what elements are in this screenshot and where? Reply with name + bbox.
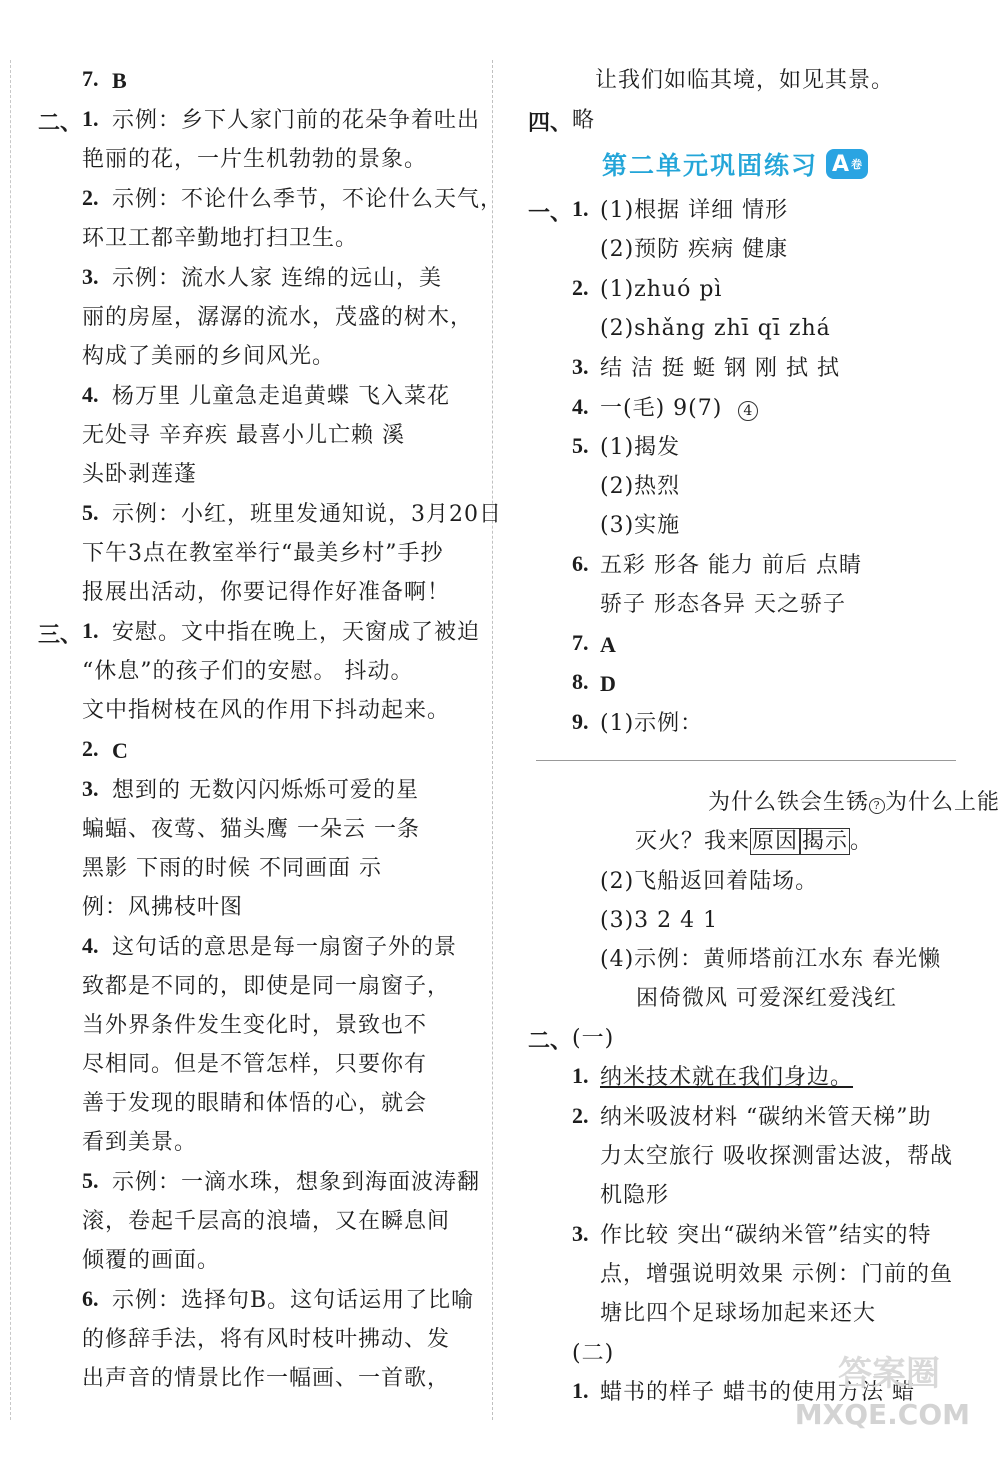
r-p3-line2: 点，增强说明效果 示例：门前的鱼: [600, 1262, 953, 1287]
margin-rule: [10, 60, 11, 1420]
s2-q4-number: 4.: [82, 382, 99, 407]
unit-title-text: 第二单元巩固练习: [602, 151, 819, 180]
s2-q4-line3: 头卧剥莲蓬: [82, 462, 198, 487]
q7-number: 7.: [82, 66, 99, 91]
r-q9-hand2-box2: 揭示: [802, 829, 849, 854]
s3-q6-line3: 出声音的情景比作一幅画、一首歌，: [82, 1366, 451, 1391]
s2-q5-line1: 示例：小红，班里发通知说，3月20日: [112, 502, 502, 527]
s3-q4-line1: 这句话的意思是每一扇窗子外的景: [112, 935, 458, 960]
s2-q1-line1: 示例：乡下人家门前的花朵争着吐出: [112, 108, 481, 133]
s2-q5-line3: 报展出活动，你要记得作好准备啊！: [82, 580, 451, 605]
s2-q3-line2: 丽的房屋，潺潺的流水，茂盛的树木，: [82, 305, 474, 330]
s3-q4-line5: 善于发现的眼睛和体悟的心，就会: [82, 1091, 428, 1116]
r-q9-line4: (4)示例：黄师塔前江水东 春光懒: [600, 947, 942, 972]
handwriting-rule: [536, 760, 956, 761]
r-q9-number: 9.: [572, 709, 589, 734]
r-q7-answer: A: [600, 632, 617, 657]
s3-q5-line2: 滚，卷起千层高的浪墙，又在瞬息间: [82, 1209, 451, 1234]
r-p2-line3: 机隐形: [600, 1183, 670, 1208]
r-q9-hand2-end: 。: [850, 829, 874, 854]
s2-q2-line2: 环卫工都辛勤地打扫卫生。: [82, 226, 359, 251]
s2-q3-number: 3.: [82, 264, 99, 289]
r-q2-line1: (1)zhuó pì: [600, 277, 723, 302]
r-q4-circled: 4: [738, 401, 758, 421]
r-p3-number: 3.: [572, 1221, 589, 1246]
unit-title: [602, 146, 868, 182]
r-q4-main: 一(毛) 9(7): [600, 396, 723, 421]
r-q3-number: 3.: [572, 354, 589, 379]
r-q9-first: (1)示例：: [600, 711, 704, 736]
s3-q5-number: 5.: [82, 1168, 99, 1193]
r-p3-line3: 塘比四个足球场加起来还大: [600, 1301, 877, 1326]
r-q8-answer: D: [600, 671, 617, 696]
r-q5-line2: (2)热烈: [600, 474, 681, 499]
r-q9-line5: 困倚微风 可爱深红爱浅红: [636, 986, 897, 1011]
section-4-label: 四、: [528, 110, 573, 136]
s3-q3-line3: 黑影 下雨的时候 不同画面 示: [82, 856, 382, 881]
r-q9-line2: (2)飞船返回着陆场。: [600, 869, 819, 894]
r-q6-line2: 骄子 形态各异 天之骄子: [600, 592, 846, 617]
s2-q4-line1: 杨万里 儿童急走追黄蝶 飞入菜花: [112, 384, 450, 409]
r-q9-line3: (3)3 2 4 1: [600, 908, 719, 933]
r-q5-line1: (1)揭发: [600, 435, 681, 460]
s2-q4-line2: 无处寻 辛弃疾 最喜小儿亡赖 溪: [82, 423, 405, 448]
s3-q3-number: 3.: [82, 776, 99, 801]
r-q9-hand-mark: ?: [869, 798, 885, 814]
r-p2-line1: 纳米吸波材料 “碳纳米管天梯”助: [600, 1105, 932, 1130]
r-q9-hand-line2: [635, 827, 873, 857]
s3-q4-number: 4.: [82, 933, 99, 958]
r-q9-hand2-pre: 灭火？我来: [635, 829, 751, 854]
s3-q5-line3: 倾覆的画面。: [82, 1248, 221, 1273]
section-2-label: 二、: [38, 110, 83, 136]
s3-q5-line1: 示例：一滴水珠，想象到海面波涛翻: [112, 1170, 481, 1195]
section-3-label: 三、: [38, 622, 83, 648]
r-q9-hand-rest: 为什么上能: [885, 790, 1000, 815]
r-q7-number: 7.: [572, 630, 589, 655]
r-p2-line2: 力太空旅行 吸收探测雷达波，帮战: [600, 1144, 953, 1169]
r-q8-number: 8.: [572, 669, 589, 694]
s3-q2-answer: C: [112, 738, 129, 763]
s3-q1-line3: 文中指树枝在风的作用下抖动起来。: [82, 698, 451, 723]
r-q1-line1: (1)根据 详细 情形: [600, 198, 789, 223]
volume-badge-suffix: 卷: [851, 158, 863, 171]
s3-q6-number: 6.: [82, 1286, 99, 1311]
r-q4-text: [600, 394, 758, 424]
q7-answer: B: [112, 68, 128, 93]
r-p2-number: 2.: [572, 1103, 589, 1128]
r-q5-line3: (3)实施: [600, 513, 681, 538]
s3-q6-line2: 的修辞手法，将有风时枝叶拂动、发: [82, 1327, 451, 1352]
r-q3-text: 结 洁 挺 蜓 钢 刚 拭 拭: [600, 356, 840, 381]
s3-q1-number: 1.: [82, 618, 99, 643]
r-q9-hand-line1: [708, 788, 1000, 818]
watermark-url: MXQE.COM: [794, 1398, 970, 1431]
s3-q1-line2: “休息”的孩子们的安慰。 抖动。: [82, 659, 414, 684]
s2-q2-number: 2.: [82, 185, 99, 210]
s3-q6-line1: 示例：选择句B。这句话运用了比喻: [112, 1288, 475, 1313]
s3-q4-line6: 看到美景。: [82, 1130, 198, 1155]
r-q4-number: 4.: [572, 394, 589, 419]
r-p4-number: 1.: [572, 1378, 589, 1403]
r-q6-number: 6.: [572, 551, 589, 576]
r-q2-line2: (2)shǎng zhī qī zhá: [600, 316, 831, 341]
r-q2-number: 2.: [572, 275, 589, 300]
s2-q5-line2: 下午3点在教室举行“最美乡村”手抄: [82, 541, 444, 566]
r-q1-number: 1.: [572, 196, 589, 221]
volume-badge-letter: A: [832, 151, 850, 177]
r-p1-text: 纳米技术就在我们身边。: [600, 1065, 854, 1090]
column-divider: [492, 60, 493, 1420]
r-q9-hand2-box1: 原因: [752, 829, 799, 854]
s2-q2-line1: 示例：不论什么季节，不论什么天气，: [112, 187, 504, 212]
s3-q3-line1: 想到的 无数闪闪烁烁可爱的星: [112, 778, 419, 803]
s3-q4-line4: 尽相同。但是不管怎样，只要你有: [82, 1052, 428, 1077]
s2-q1-line2: 艳丽的花，一片生机勃勃的景象。: [82, 147, 428, 172]
s2-q1-number: 1.: [82, 106, 99, 131]
r-p1-number: 1.: [572, 1063, 589, 1088]
r-sub2-label: (二): [572, 1341, 615, 1366]
s2-q3-line1: 示例：流水人家 连绵的远山，美: [112, 266, 442, 291]
r-p3-line1: 作比较 突出“碳纳米管”结实的特: [600, 1223, 932, 1248]
r-q5-number: 5.: [572, 433, 589, 458]
s3-q3-line2: 蝙蝠、夜莺、猫头鹰 一朵云 一条: [82, 817, 420, 842]
s3-q4-line2: 致都是不同的，即使是同一扇窗子，: [82, 974, 451, 999]
s3-q4-line3: 当外界条件发生变化时，景致也不: [82, 1013, 428, 1038]
s2-q5-number: 5.: [82, 500, 99, 525]
section-4-text: 略: [572, 108, 596, 133]
s2-q3-line3: 构成了美丽的乡间风光。: [82, 344, 336, 369]
s3-q2-number: 2.: [82, 736, 99, 761]
r-section-2-label: 二、: [528, 1028, 573, 1054]
watermark-logo: 答案圈: [838, 1354, 940, 1394]
r-section-2-sub: (一): [572, 1026, 615, 1051]
r-q6-line1: 五彩 形各 能力 前后 点睛: [600, 553, 862, 578]
r-continuation-line: 让我们如临其境，如见其景。: [595, 68, 895, 93]
r-q9-hand-question: 为什么铁会生锈: [708, 790, 870, 815]
r-p4-text: 蜡书的样子 蜡书的使用方法 蜡: [600, 1380, 915, 1405]
s3-q3-line4: 例：风拂枝叶图: [82, 895, 244, 920]
volume-badge: [826, 149, 868, 179]
r-section-1-label: 一、: [528, 200, 573, 226]
s3-q1-line1: 安慰。文中指在晚上，天窗成了被迫: [112, 620, 481, 645]
r-q1-line2: (2)预防 疾病 健康: [600, 237, 789, 262]
